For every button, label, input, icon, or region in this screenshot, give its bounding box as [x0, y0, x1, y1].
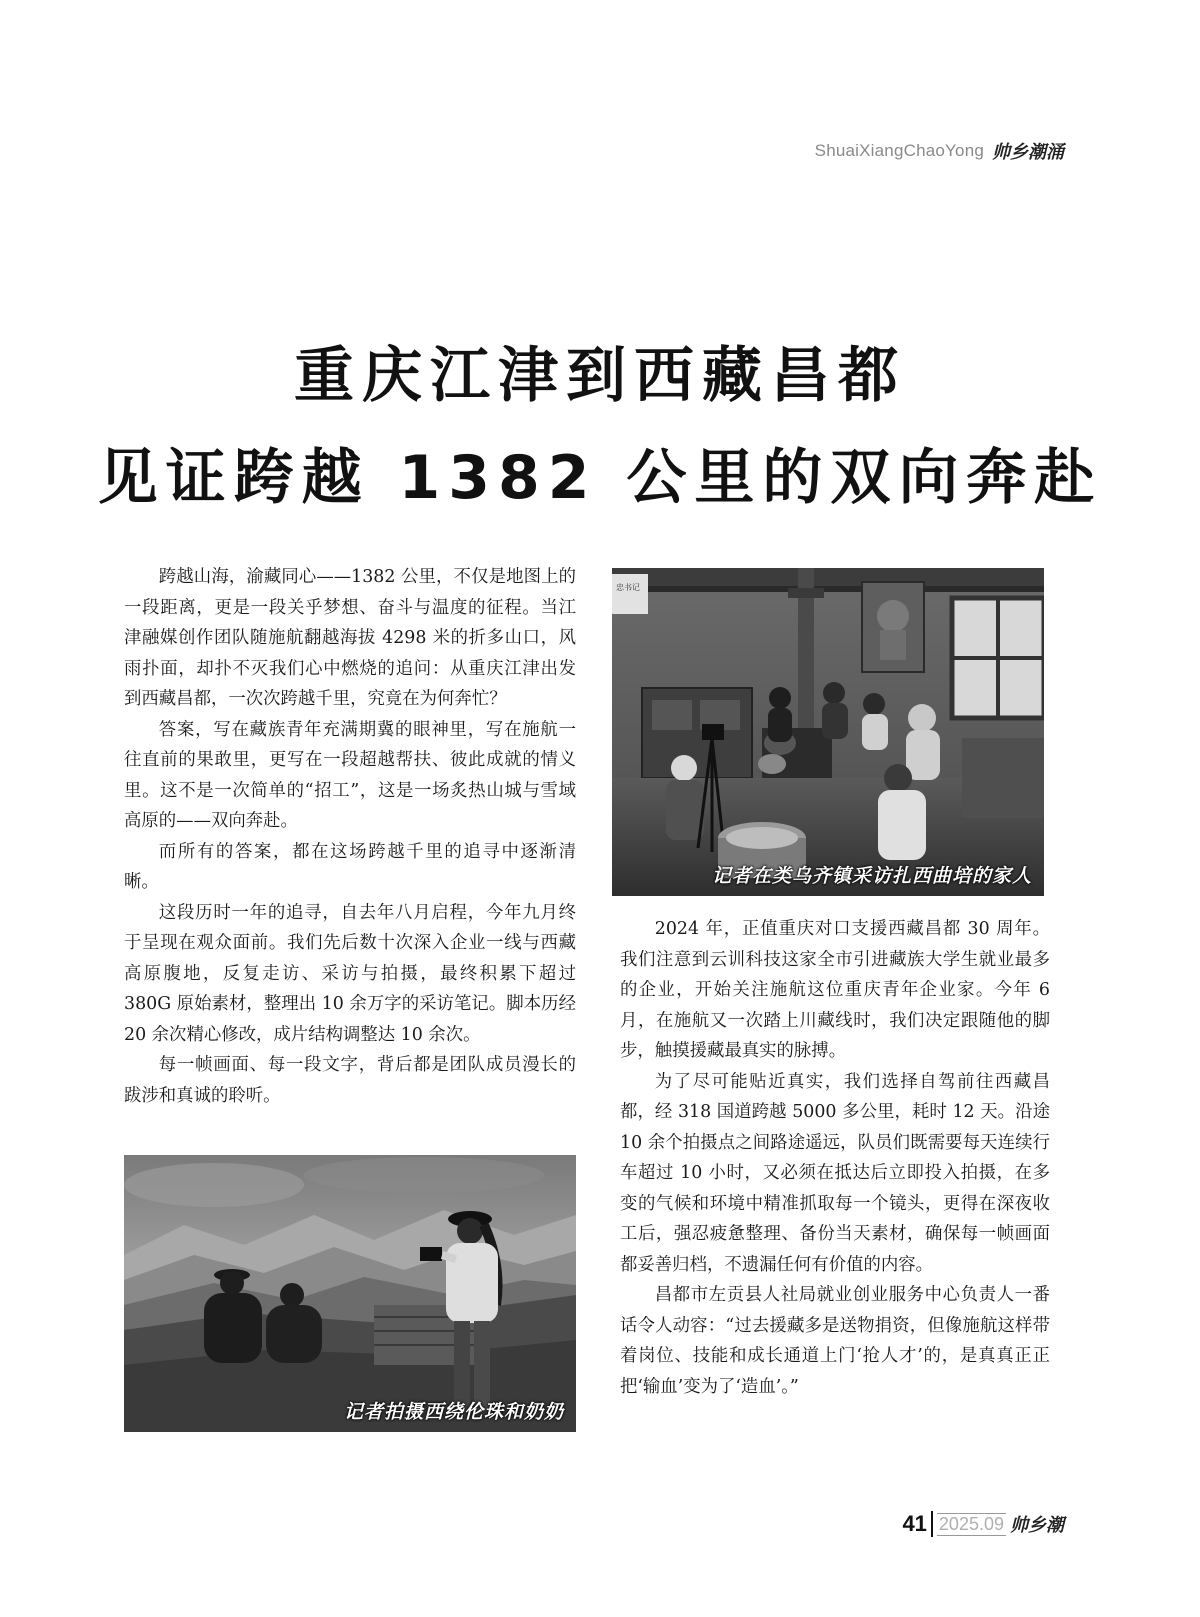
poster-label: 忠书记 — [616, 583, 640, 592]
interview-photo — [612, 568, 1044, 896]
paragraph: 每一帧画面、每一段文字，背后都是团队成员漫长的跋涉和真诚的聆听。 — [124, 1055, 576, 1106]
running-header — [815, 138, 1064, 164]
issue-date: 2025.09 — [938, 1513, 1004, 1534]
paragraph: 答案，写在藏族青年充满期冀的眼神里，写在施航一往直前的果敢里，更写在一段超越帮扶、彼此成就的情义里。这不是一次简单的“招工”，这是一场炙热山城与雪域高原的——双向奔赴。 — [124, 719, 576, 831]
paragraph: 昌都市左贡县人社局就业创业服务中心负责人一番话令人动容：“过去援藏多是送物捐资，但像施航这样带着岗位、技能和成长通道上门‘抢人才’的，是真真正正把‘输血’变为了‘造血’。” — [620, 1285, 1050, 1397]
paragraph: 为了尽可能贴近真实，我们选择自驾前往西藏昌都，经 318 国道跨越 5000 多公里，耗时 12 天。沿途 10 余个拍摄点之间路途遥远，队员们既需要每天连续行车超过 10 小时，又必须在抵达后立即投入拍摄，在多变的气候和环境中精准抓取每一个镜头，更得在深夜收工后，强忍疲惫整理、备份当天素材，确保每一帧画面都妥善归档，不遗漏任何有价值的内容。 — [620, 1071, 1050, 1275]
right-text-column — [620, 914, 1050, 1402]
article-title-line-2: 见证跨越 1382 公里的双向奔赴 — [97, 443, 1103, 513]
left-text-column — [124, 562, 576, 1111]
paragraph: 这段历时一年的追寻，自去年八月启程，今年九月终于呈现在观众面前。我们先后数十次深入企业一线与西藏高原腹地，反复走访、采访与拍摄，最终积累下超过 380G 原始素材，整理出 10 余万字的采访笔记。脚本历经 20 余次精心修改，成片结构调整达 10 余次。 — [124, 902, 576, 1045]
page-footer — [902, 1511, 1064, 1537]
article-title-line-1: 重庆江津到西藏昌都 — [294, 341, 906, 411]
mountain-photo-illustration — [124, 1155, 576, 1432]
paragraph: 2024 年，正值重庆对口支援西藏昌都 30 周年。我们注意到云训科技这家全市引进藏族大学生就业最多的企业，开始关注施航这位重庆青年企业家。今年 6 月，在施航又一次踏上川藏线时，我们决定跟随他的脚步，触摸援藏最真实的脉搏。 — [620, 919, 1050, 1061]
top-photo-caption: 记者在类乌齐镇采访扎西曲培的家人 — [711, 865, 1032, 887]
magazine-logo: 帅乡潮 — [1010, 1515, 1064, 1536]
mountain-photo — [124, 1155, 576, 1432]
header-column-name: 帅乡潮涌 — [992, 142, 1064, 163]
paragraph: 而所有的答案，都在这场跨越千里的追寻中逐渐清晰。 — [124, 841, 576, 892]
header-latin-text: ShuaiXiangChaoYong — [814, 141, 984, 160]
interview-photo-illustration — [612, 568, 1044, 896]
bottom-photo-caption: 记者拍摄西绕伦珠和奶奶 — [343, 1401, 564, 1423]
page-number: 41 — [902, 1511, 932, 1537]
paragraph: 跨越山海，渝藏同心——1382 公里，不仅是地图上的一段距离，更是一段关乎梦想、奋斗与温度的征程。当江津融媒创作团队随施航翻越海拔 4298 米的折多山口，风雨扑面，却扑不灭我们心中燃烧的追问：从重庆江津出发到西藏昌都，一次次跨越千里，究竟在为何奔忙？ — [124, 567, 576, 709]
